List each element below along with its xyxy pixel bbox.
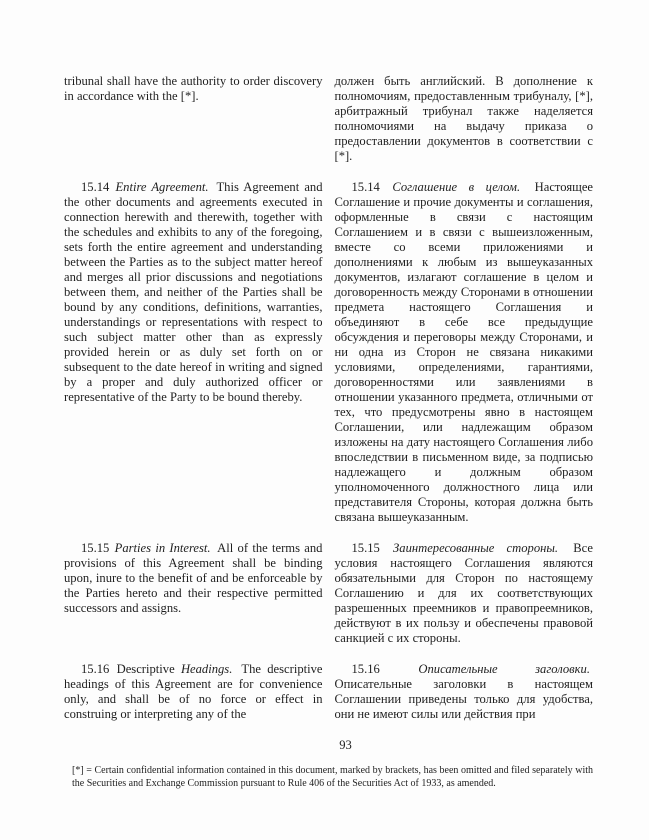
section-body: The descriptive headings of this Agreement are for convenience only, and shall be of no force or effect in construing or interpreting any of the: [64, 662, 323, 721]
section-title-plain: Descriptive: [116, 662, 175, 676]
section-row-continuation: [64, 74, 593, 164]
section-number: 15.14: [351, 180, 380, 194]
section-row-15-16: [64, 662, 593, 722]
page-number: 93: [339, 738, 352, 752]
section-title: Заинтересованные стороны.: [393, 541, 559, 555]
section-15-16-ru: [335, 662, 594, 722]
section-number: 15.16: [81, 662, 110, 676]
section-row-15-15: [64, 541, 593, 646]
section-title: Описательные заголовки.: [418, 662, 590, 676]
section-number: 15.14: [81, 180, 110, 194]
section-body: This Agreement and the other documents and agreements executed in connection herewith and therewith, together with the schedules and exhibits to any of the foregoing, sets forth the entire agreement and understanding between the Parties as to the subject matter hereof and merges all prior discussions and negotiations between them, and neither of the Parties shall be bound by any conditions, definitions, warranties, understandings or representations with respect to such subject matter other than as expressly provided herein or as duly set forth on or subsequent to the date hereof in writing and signed by a proper and duly authorized officer or representative of the Party to be bound thereby.: [64, 180, 323, 404]
paragraph-continuation-en: tribunal shall have the authority to order discovery in accordance with the [*].: [64, 74, 323, 103]
section-number: 15.15: [351, 541, 380, 555]
section-body: Все условия настоящего Соглашения являются обязательными для Сторон по настоящему Соглашению и для их соответствующих разрешенных преемников и правопреемников, действуют в их пользу и обеспечены правовой санкцией с их стороны.: [334, 541, 593, 645]
section-body: Описательные заголовки в настоящем Соглашении приведены только для удобства, они не имеют силы или действия при: [334, 677, 593, 721]
section-15-14-en: [64, 180, 323, 525]
paragraph-continuation-ru: должен быть английский. В дополнение к полномочиям, предоставленным трибуналу, [*], арбитражный трибунал также наделяется полномочиями на выдачу приказа о предоставлении документов в соответствии с [*].: [334, 74, 593, 163]
section-body: Настоящее Соглашение и прочие документы и соглашения, оформленные в связи с настоящим Соглашением и в связи с вышеизложенным, вместе со всеми приложениями и дополнениями к любым из вышеуказанных документов, излагают соглашение в целом и договоренность между Сторонами в отношении предмета настоящего Соглашения и объединяют в себе все предыдущие обсуждения и переговоры между Сторонами, и ни одна из Сторон не связана никакими условиями, определениями, гарантиями, договоренностями или заявлениями в отношении указанного предмета, отличными от тех, что предусмотрены явно в настоящем Соглашении, или надлежащим образом изложены на дату настоящего Соглашения либо впоследствии в письменном виде, за подписью надлежащего и должным образом уполномоченного должностного лица или представителя Стороны, которая должна быть связана вышеуказанным.: [334, 180, 593, 524]
section-15-15-ru: [335, 541, 594, 646]
section-body: All of the terms and provisions of this Agreement shall be binding upon, inure to the benefit of and be enforceable by the Parties hereto and their respective permitted successors and assigns.: [64, 541, 323, 615]
section-number: 15.16: [351, 662, 380, 676]
section-title: Соглашение в целом.: [392, 180, 521, 194]
section-15-16-en: [64, 662, 323, 722]
section-row-15-14: [64, 180, 593, 525]
section-title: Parties in Interest.: [114, 541, 211, 555]
section-number: 15.15: [81, 541, 110, 555]
confidentiality-footnote: [*] = Certain confidential information contained in this document, marked by brackets, has been omitted and filed separately with the Securities and Exchange Commission pursuant to Rule 406 of the Securities Act of 1933, as amended.: [72, 765, 593, 789]
section-title: Entire Agreement.: [115, 180, 209, 194]
section-15-14-ru: [335, 180, 594, 525]
section-title: Headings.: [180, 662, 233, 676]
section-15-15-en: [64, 541, 323, 646]
